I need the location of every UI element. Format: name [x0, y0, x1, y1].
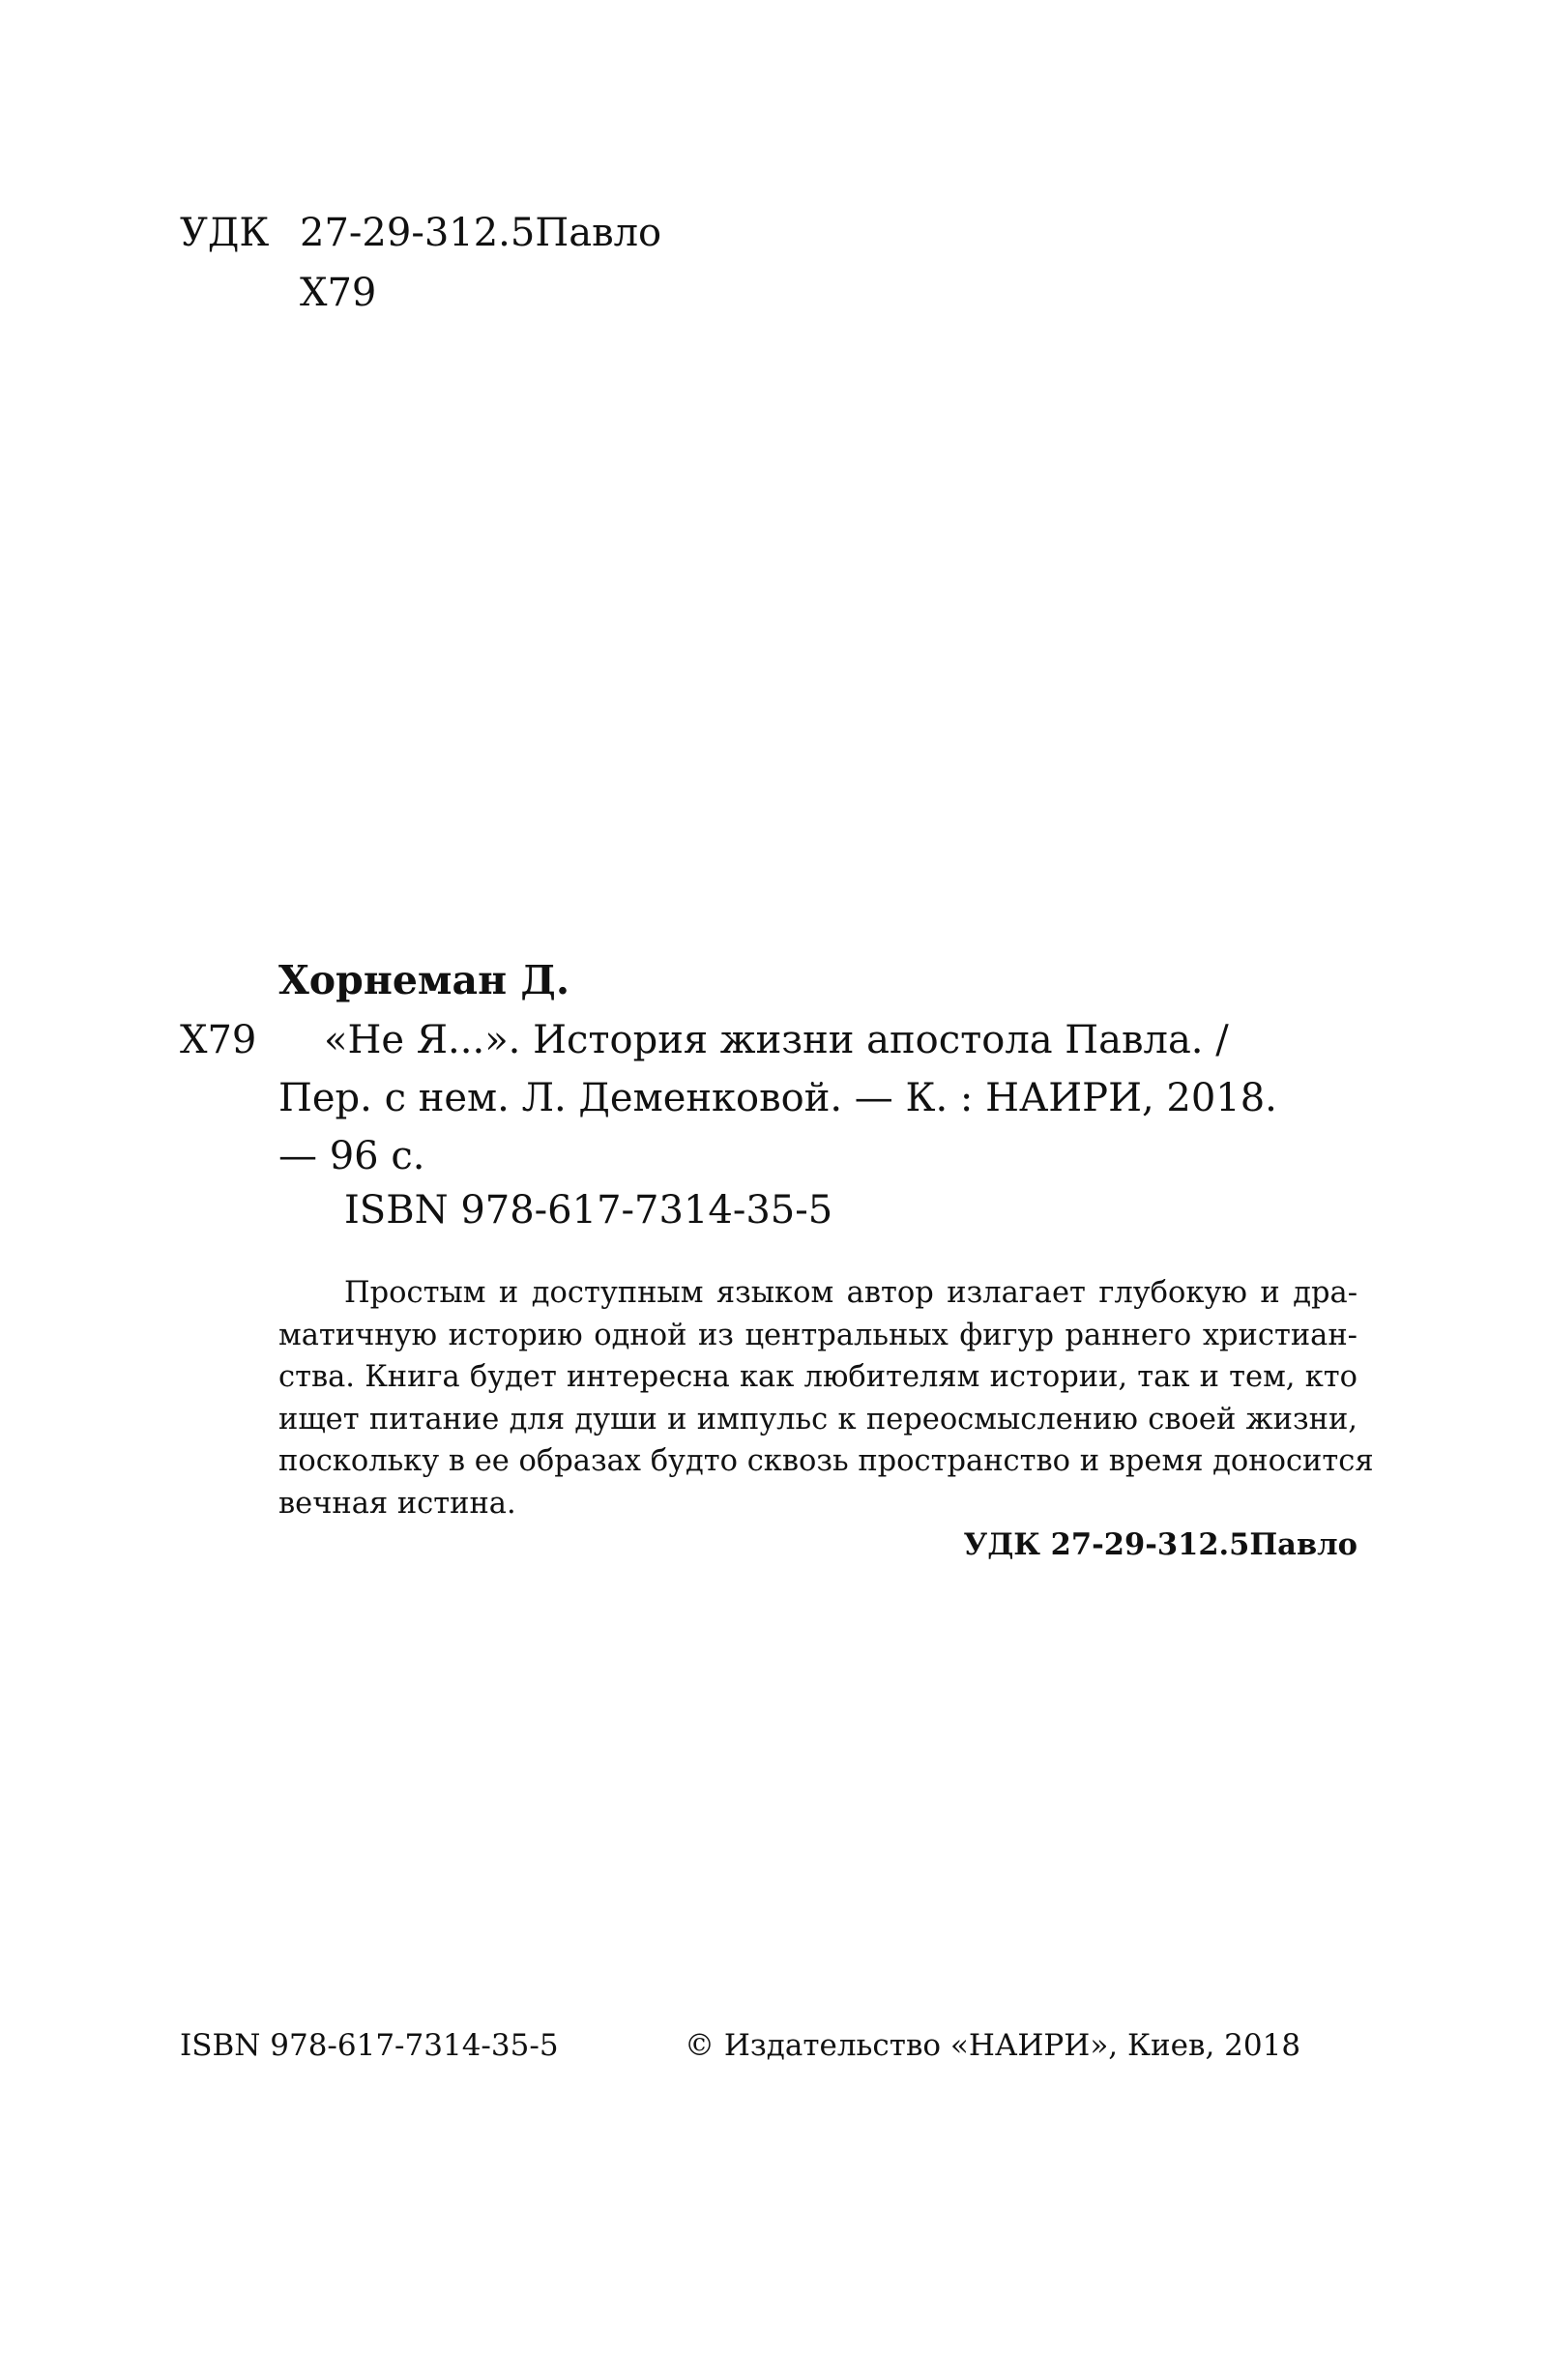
catalog-description-line: Пер. с нем. Л. Деменковой. — К. : НАИРИ, 2018.: [278, 1076, 1277, 1120]
annotation-line: матичную историю одной из центральных фигур раннего христиан-: [278, 1318, 1357, 1352]
annotation-udk: УДК 27-29-312.5Павло: [963, 1527, 1357, 1562]
author-mark: Х79: [300, 271, 377, 315]
udk-code: 27-29-312.5Павло: [300, 211, 662, 255]
footer-copyright: © Издательство «НАИРИ», Киев, 2018: [685, 2028, 1301, 2063]
annotation-line: поскольку в ее образах будто сквозь пространство и время доносится: [278, 1444, 1374, 1478]
catalog-isbn: ISBN 978-617-7314-35-5: [344, 1188, 833, 1233]
annotation-line: Простым и доступным языком автор излагает глубокую и дра-: [344, 1276, 1357, 1310]
catalog-description-line: «Не Я...». История жизни апостола Павла. /: [324, 1018, 1229, 1062]
annotation: [278, 1272, 1374, 1524]
footer-isbn: ISBN 978-617-7314-35-5: [180, 2028, 559, 2063]
annotation-line: ства. Книга будет интересна как любителям истории, так и тем, кто: [278, 1360, 1357, 1394]
annotation-line: ищет питание для души и импульс к переосмыслению своей жизни,: [278, 1402, 1357, 1437]
udk-label: УДК: [180, 211, 270, 255]
catalog-author-mark: Х79: [180, 1018, 257, 1062]
catalog-author: Хорнеман Д.: [278, 957, 570, 1003]
annotation-line: вечная истина.: [278, 1486, 516, 1521]
catalog-description-line: — 96 с.: [278, 1134, 425, 1178]
